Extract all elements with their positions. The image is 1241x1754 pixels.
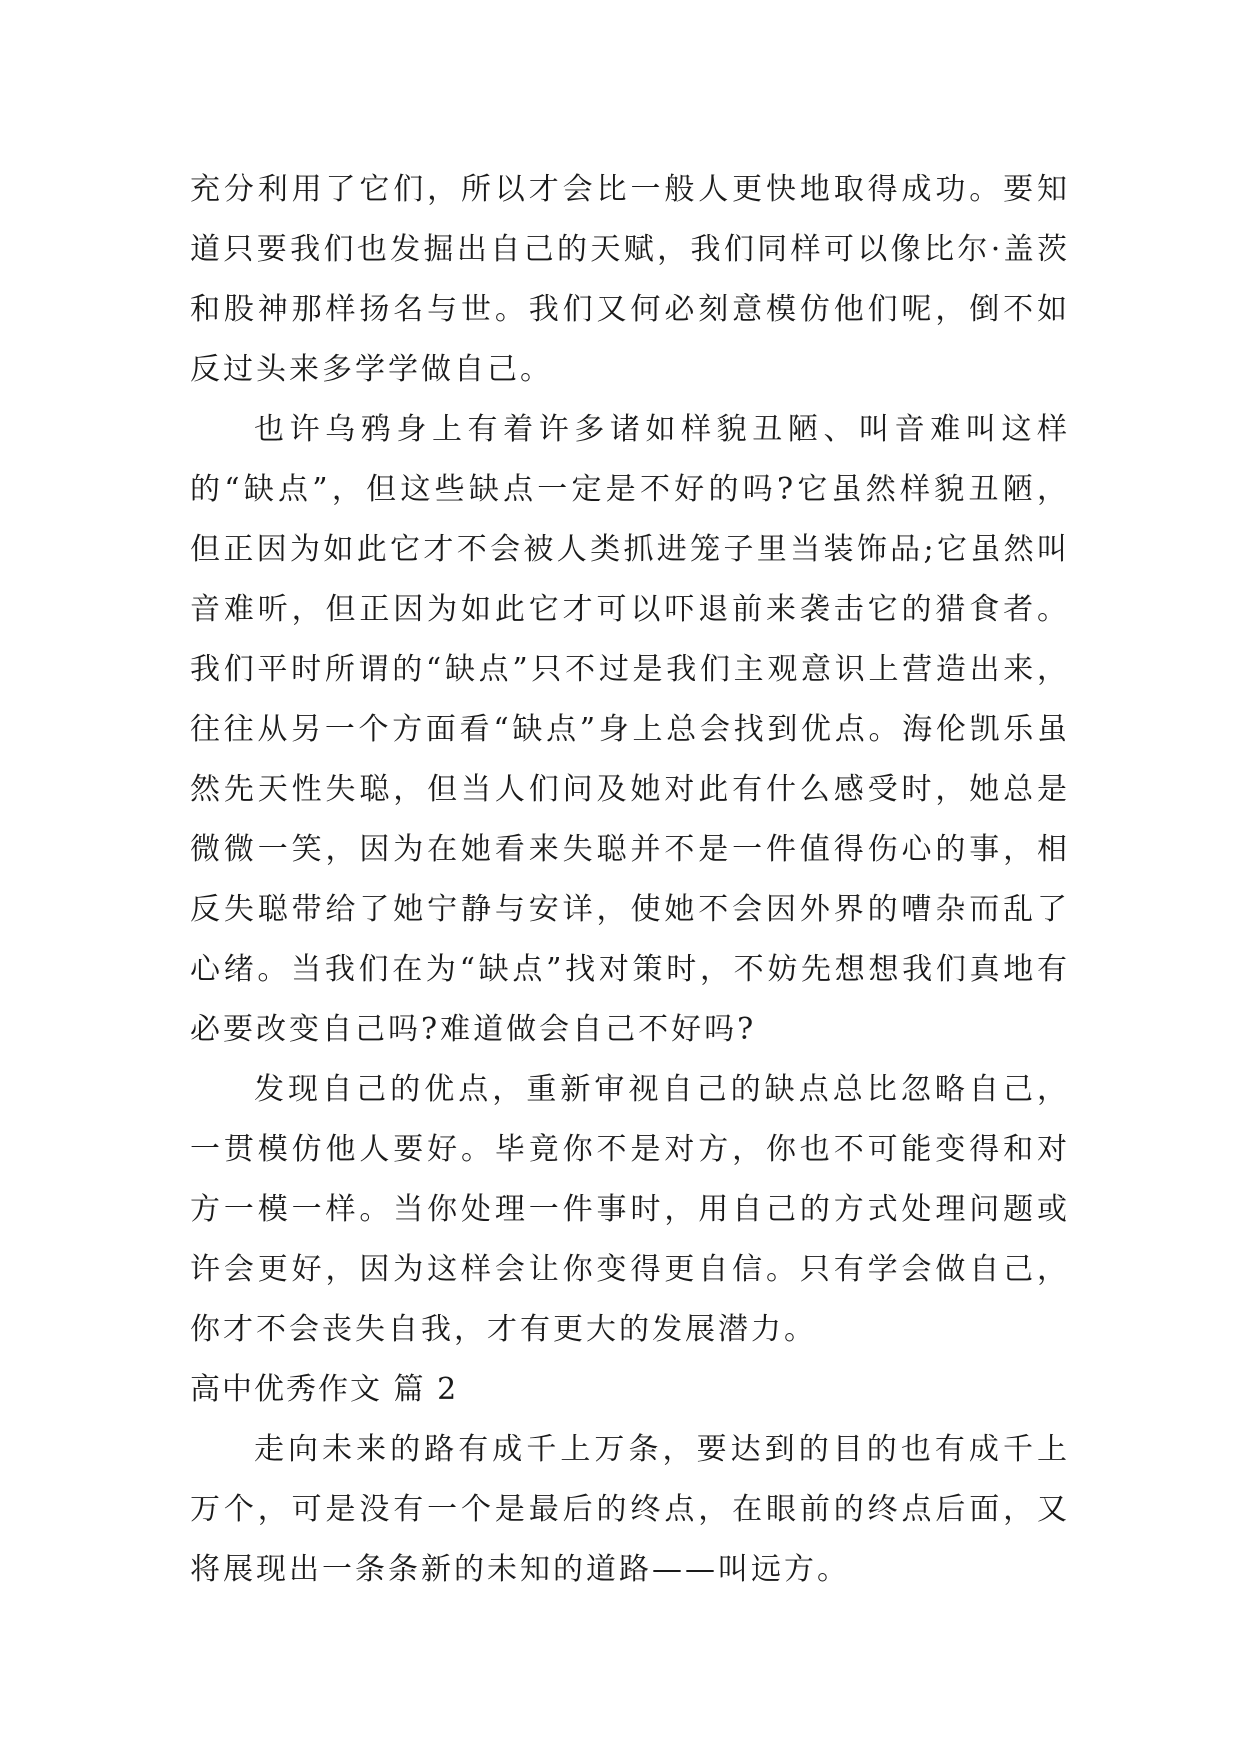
paragraph-3: 发现自己的优点，重新审视自己的缺点总比忽略自己，一贯模仿他人要好。毕竟你不是对方，你也不可能变得和对方一模一样。当你处理一件事时，用自己的方式处理问题或许会更好，因为这样会让你变得更自信。只有学会做自己，你才不会丧失自我，才有更大的发展潜力。 [190,1072,1070,1347]
section-heading: 高中优秀作文 篇 2 [190,1372,459,1407]
paragraph-2: 也许乌鸦身上有着许多诸如样貌丑陋、叫音难叫这样的“缺点”，但这些缺点一定是不好的吗?它虽然样貌丑陋，但正因为如此它才不会被人类抓进笼子里当装饰品;它虽然叫音难听，但正因为如此它才可以吓退前来袭击它的猎食者。我们平时所谓的“缺点”只不过是我们主观意识上营造出来，往往从另一个方面看“缺点”身上总会找到优点。海伦凯乐虽然先天性失聪，但当人们问及她对此有什么感受时，她总是微微一笑，因为在她看来失聪并不是一件值得伤心的事，相反失聪带给了她宁静与安详，使她不会因外界的嘈杂而乱了心绪。当我们在为“缺点”找对策时，不妨先想想我们真地有必要改变自己吗?难道做会自己不好吗? [190,412,1070,1047]
paragraph-1: 充分利用了它们，所以才会比一般人更快地取得成功。要知道只要我们也发掘出自己的天赋，我们同样可以像比尔·盖茨和股神那样扬名与世。我们又何必刻意模仿他们呢，倒不如反过头来多学学做自己。 [190,172,1070,387]
paragraph-4: 走向未来的路有成千上万条，要达到的目的也有成千上万个，可是没有一个是最后的终点，在眼前的终点后面，又将展现出一条条新的未知的道路——叫远方。 [190,1432,1070,1587]
document-body [190,160,1070,1600]
